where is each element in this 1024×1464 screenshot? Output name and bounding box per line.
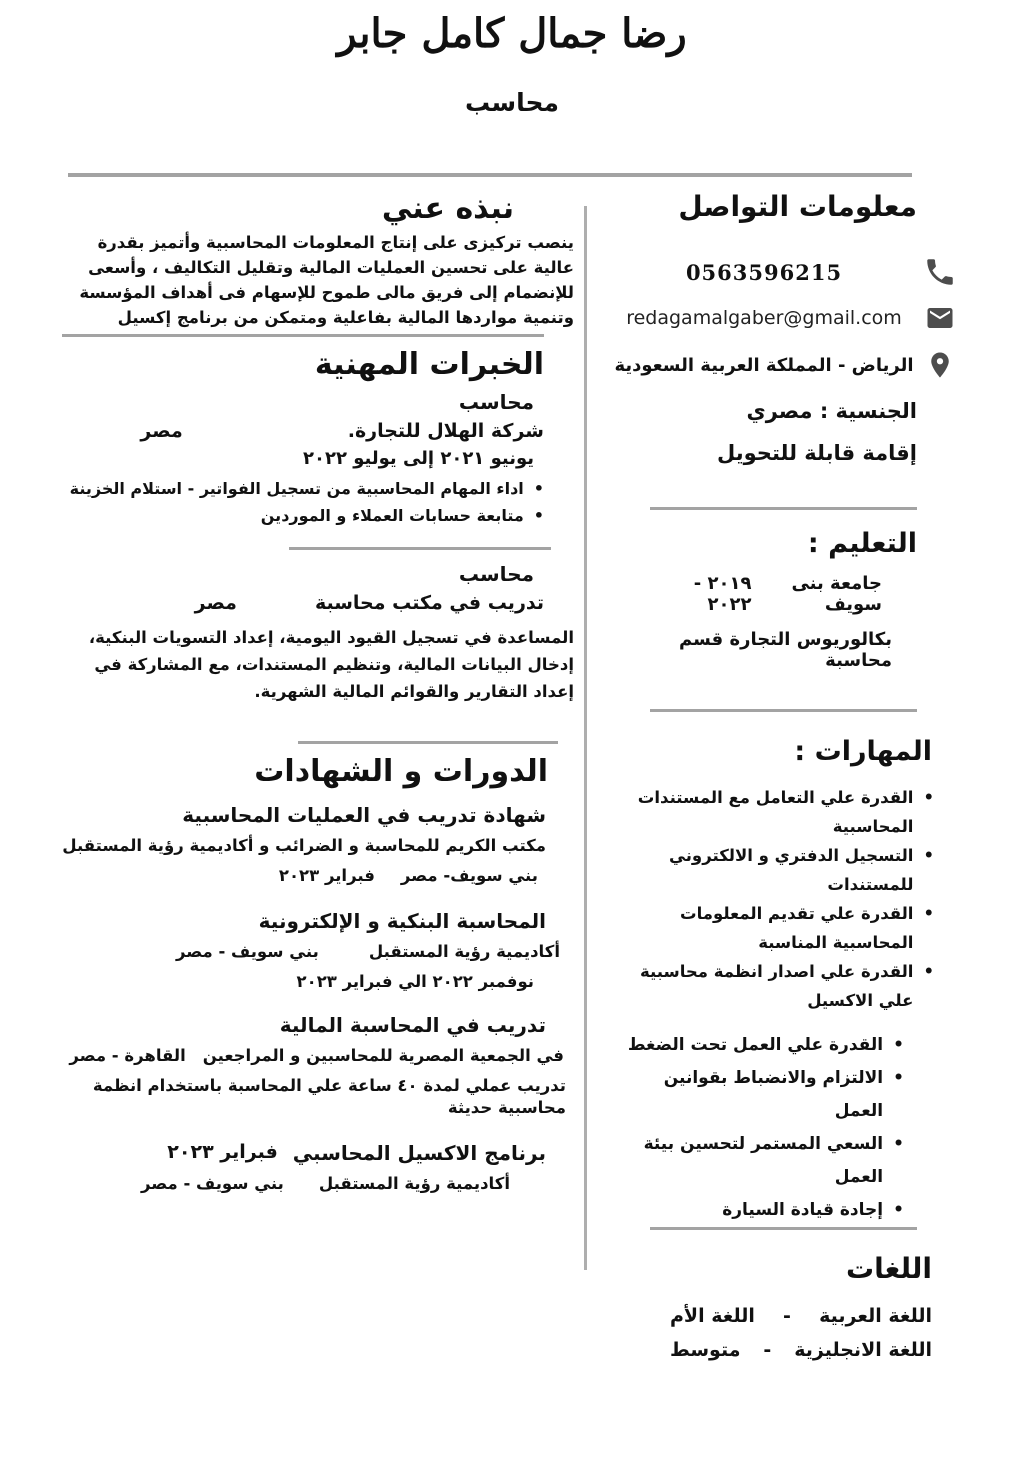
course-meta-row (62, 1173, 574, 1195)
job-bullets (62, 475, 574, 529)
course-title: شهادة تدريب في العمليات المحاسبية (182, 803, 546, 827)
skill-item: • السعي المستمر لتحسين بيئة العمل (610, 1128, 904, 1194)
skills-group-1 (610, 783, 962, 1015)
course-meta-row (62, 1045, 574, 1067)
main-column (62, 187, 574, 1367)
job-period: يونيو ٢٠٢١ إلى يوليو ٢٠٢٢ (303, 448, 534, 469)
school-name: جامعة بنى سويف (791, 573, 882, 616)
skill-item: • إجادة قيادة السيارة (610, 1194, 904, 1227)
course-org-text: مكتب الكريم للمحاسبة و الضرائب و أكاديمية رؤية المستقبل (62, 836, 546, 855)
skill-item: • القدرة علي تقديم المعلومات المحاسبية المناسبة (610, 899, 934, 957)
course-date (62, 971, 574, 993)
skills-heading: المهارات : (794, 736, 932, 768)
section-divider (650, 709, 917, 712)
job-title: محاسب (458, 562, 534, 586)
location-text: الرياض - المملكة العربية السعودية (614, 354, 914, 376)
residency-text: إقامة قابلة للتحويل (717, 441, 917, 466)
column-divider (584, 206, 587, 1270)
email-row (610, 303, 962, 333)
phone-number: 0563596215 (685, 259, 843, 285)
course-org: في الجمعية المصرية للمحاسبين و المراجعين (202, 1046, 564, 1065)
course-location: بني سويف- مصر (400, 866, 538, 885)
language-name: اللغة الانجليزية (794, 1339, 932, 1362)
sidebar (610, 187, 962, 1367)
course-note (62, 1075, 574, 1119)
job-bullet: • متابعة حسابات العملاء و الموردين (62, 502, 544, 529)
course-title: تدريب في المحاسبة المالية (279, 1013, 546, 1037)
experience-heading: الخبرات المهنية (314, 347, 544, 382)
location-pin-icon (918, 343, 962, 387)
degree-text: بكالوريوس التجارة قسم محاسبة (678, 629, 892, 672)
course-title-row (62, 1141, 574, 1165)
course-meta-row (62, 865, 574, 887)
phone-icon (918, 255, 962, 289)
country-label: مصر (194, 592, 237, 614)
course-title: برنامج الاكسيل المحاسبي (292, 1141, 546, 1165)
languages-heading: اللغات (846, 1252, 932, 1286)
skill-item: • القدرة علي التعامل مع المستندات المحاسبية (610, 783, 934, 841)
section-divider (62, 334, 544, 337)
skill-item: • القدرة علي العمل تحت الضغط (610, 1029, 904, 1062)
skill-item: • التسجيل الدفتري و الالكتروني للمستندات (610, 841, 934, 899)
language-row (610, 1333, 962, 1367)
course-date: فبراير ٢٠٢٣ (167, 1141, 278, 1163)
course-location: بني سويف - مصر (140, 1174, 284, 1193)
course-date-text: نوفمبر ٢٠٢٢ الي فبراير ٢٠٢٣ (296, 972, 534, 991)
section-divider (650, 1227, 917, 1230)
phone-row (610, 255, 962, 289)
language-name: اللغة العربية (819, 1305, 932, 1328)
education-row (610, 573, 962, 615)
course-note-text: تدريب عملي لمدة ٤٠ ساعة علي المحاسبة باستخدام انظمة محاسبية حديثة (92, 1076, 566, 1117)
courses-heading: الدورات و الشهادات (254, 754, 548, 789)
language-row (610, 1299, 962, 1333)
course-org: أكاديمية رؤية المستقبل (318, 1174, 510, 1193)
header-divider (68, 173, 912, 177)
person-name: رضا جمال كامل جابر (337, 10, 687, 57)
location-row (610, 343, 962, 387)
about-text: ينصب تركيزى على إنتاج المعلومات المحاسبية وأتميز بقدرة عالية على تحسين العمليات المالية وتقليل التكاليف ، وأسعى للإنضمام إلى فريق مالى طموح للإسهام فى أهداف المؤسسة وتنمية مواردها المالية بفاعلية ومتمكن من برنامج إكسيل (79, 233, 574, 327)
skills-group-2 (610, 1029, 962, 1227)
section-divider (298, 741, 558, 744)
language-separator: - (763, 1339, 772, 1362)
languages-list (610, 1299, 962, 1367)
education-years: ٢٠١٩ - ٢٠٢٢ (693, 573, 752, 616)
skill-item: • الالتزام والانضباط بقوانين العمل (610, 1062, 904, 1128)
job-title: محاسب (458, 390, 534, 414)
section-divider (289, 547, 551, 550)
person-job-title: محاسب (465, 88, 559, 117)
about-heading: نبذه عني (381, 191, 514, 226)
company-row (62, 420, 574, 442)
company-name: تدريب في مكتب محاسبة (314, 592, 544, 614)
content-columns (0, 187, 1024, 1367)
education-heading: التعليم : (807, 528, 917, 560)
course-location: بني سويف - مصر (175, 942, 319, 961)
company-row (62, 592, 574, 614)
language-level: متوسط (670, 1339, 741, 1362)
mail-icon (918, 303, 962, 333)
course-date: فبراير ٢٠٢٣ (278, 866, 375, 885)
course-org: أكاديمية رؤية المستقبل (368, 942, 560, 961)
email-text: redagamalgaber@gmail.com (626, 307, 902, 330)
contact-heading: معلومات التواصل (678, 190, 917, 223)
section-divider (650, 507, 917, 510)
course-org (62, 835, 574, 857)
course-meta-row (62, 941, 574, 963)
company-name: شركة الهلال للتجارة. (347, 420, 544, 442)
language-level: اللغة الأم (670, 1305, 755, 1328)
country-label: مصر (140, 420, 183, 442)
job-bullet: • اداء المهام المحاسبية من تسجيل الفواتير - استلام الخزينة (62, 475, 544, 502)
job-description: المساعدة في تسجيل القيود اليومية، إعداد التسويات البنكية، إدخال البيانات المالية، وتنظيم المستندات، مع المشاركة في إعداد التقارير والقوائم المالية الشهرية. (88, 628, 574, 701)
course-title: المحاسبة البنكية و الإلكترونية (258, 909, 546, 933)
language-separator: - (783, 1305, 791, 1328)
skill-item: • القدرة علي اصدار انظمة محاسبية علي الاكسيل (610, 957, 934, 1015)
nationality-text: الجنسية : مصري (746, 399, 917, 424)
course-location: القاهرة - مصر (69, 1046, 186, 1065)
